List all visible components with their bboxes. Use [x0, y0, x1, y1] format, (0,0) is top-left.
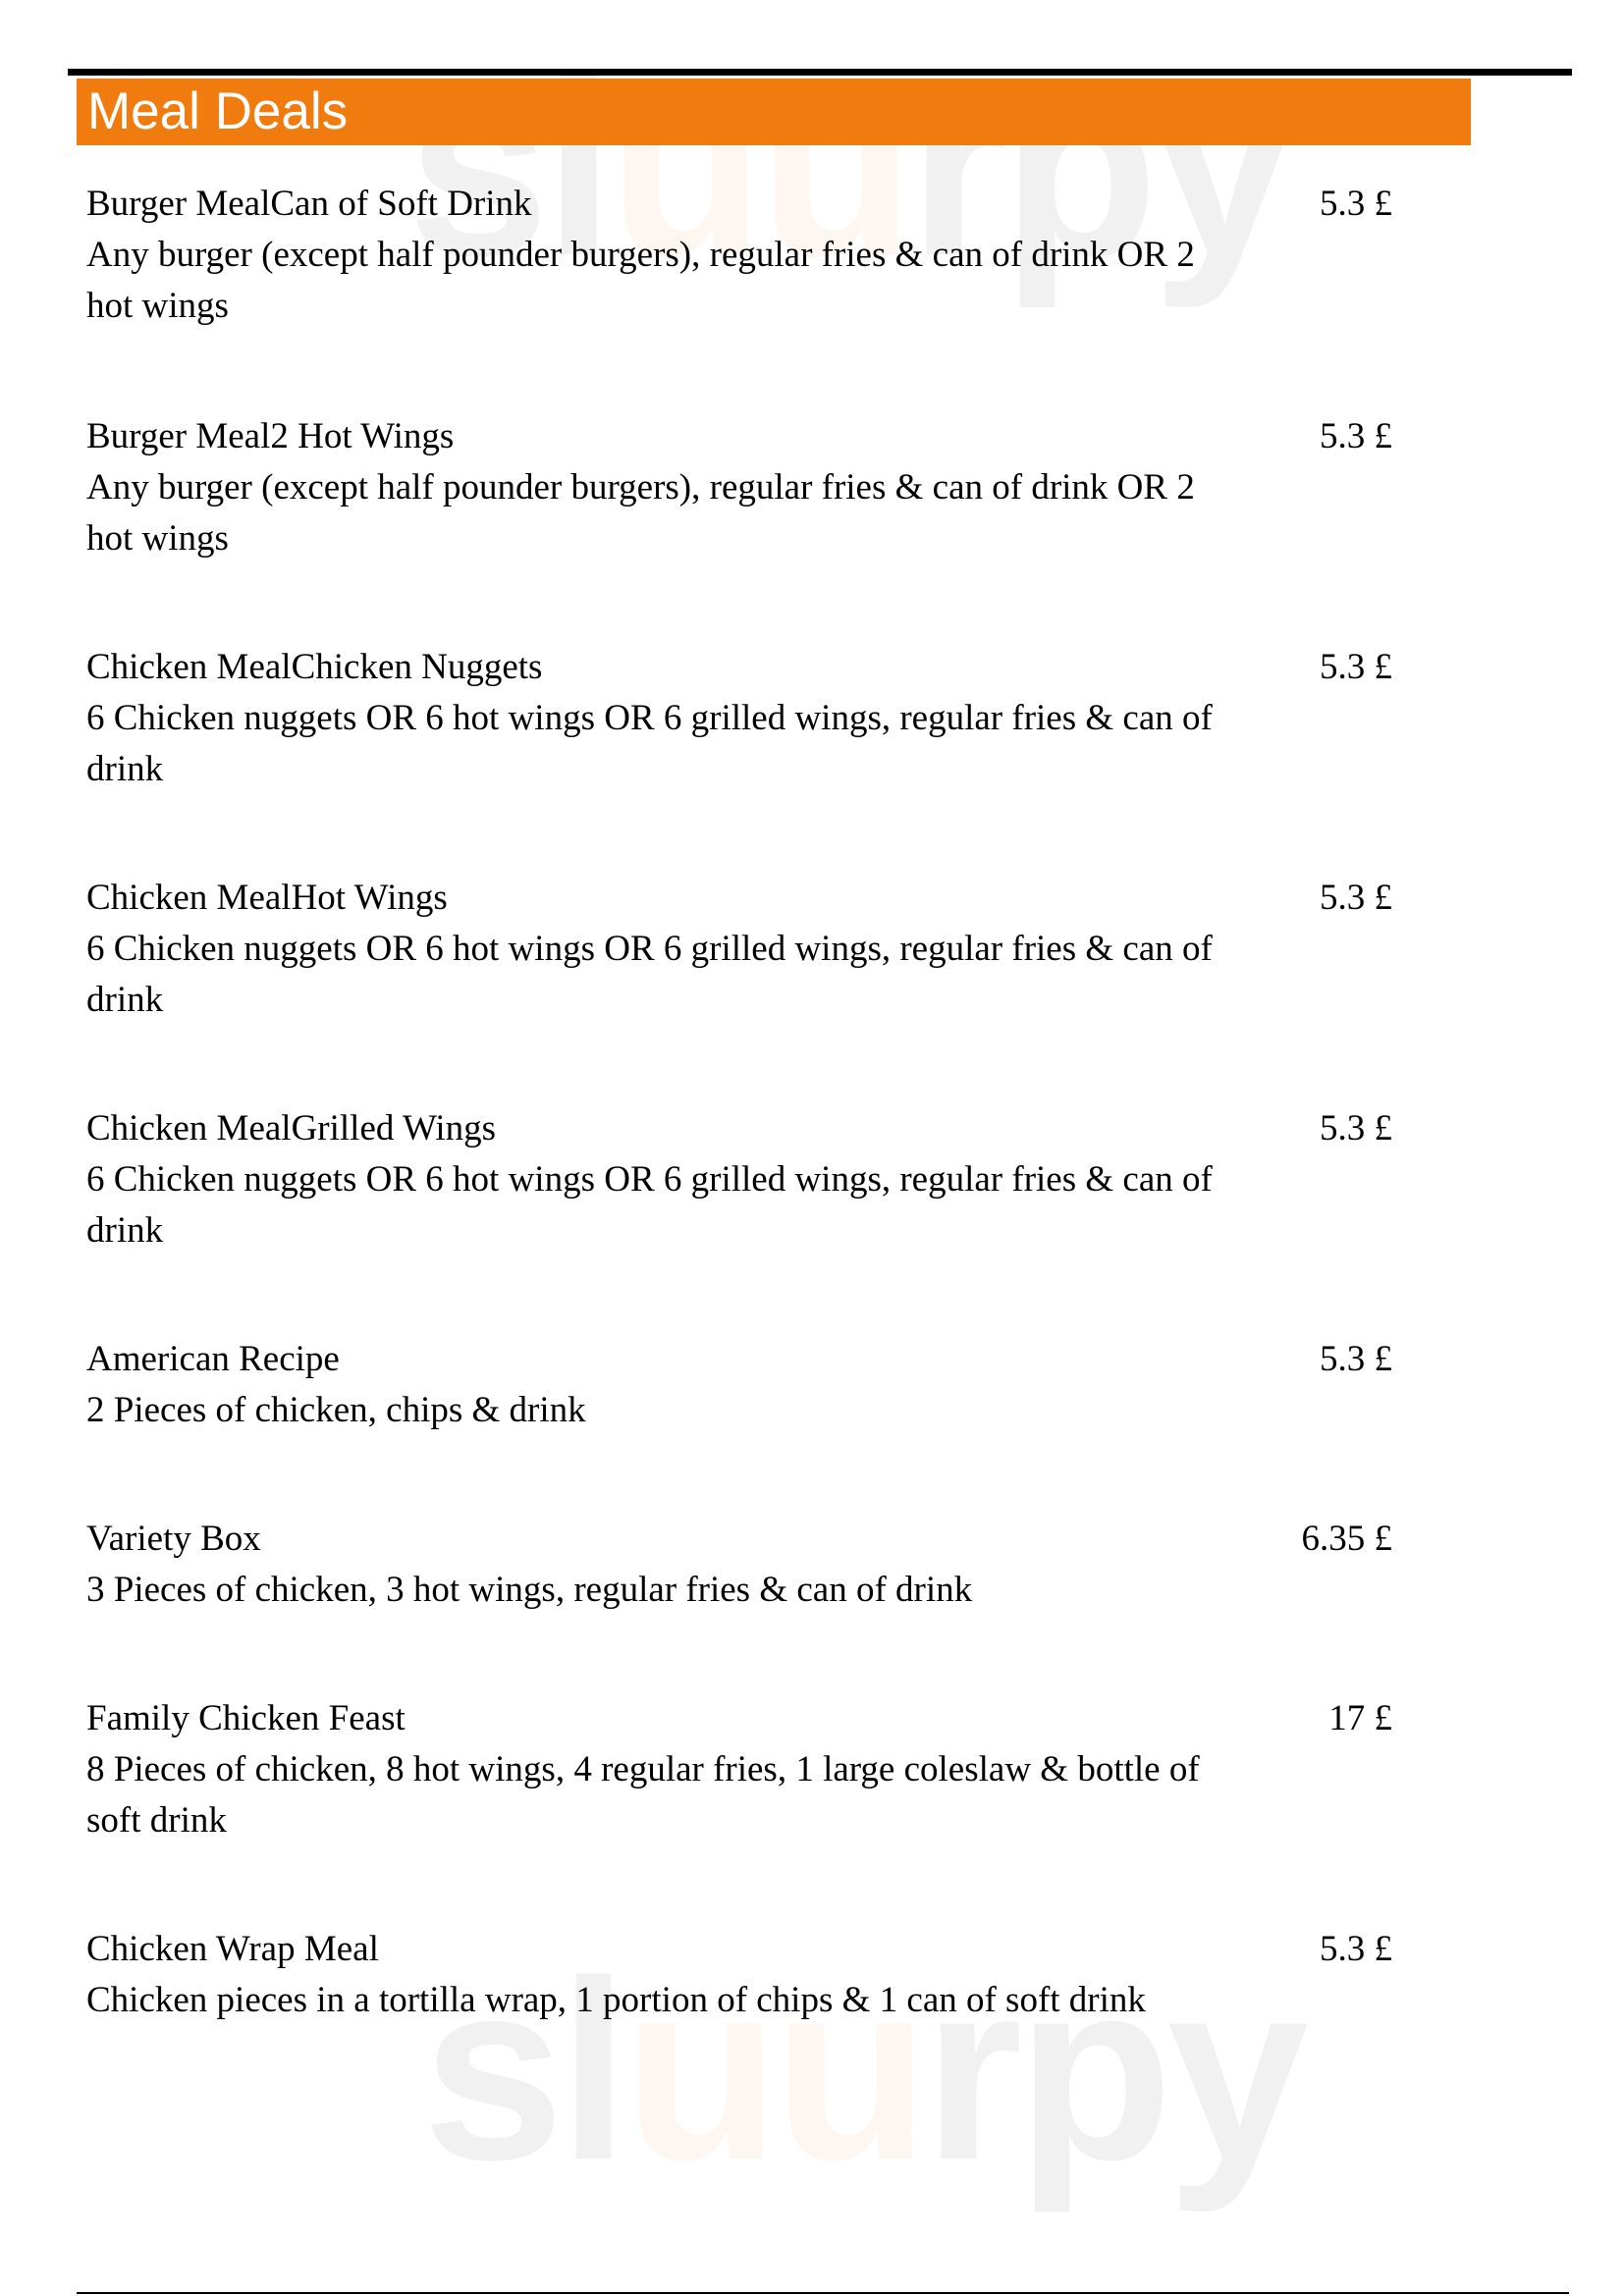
item-name: Burger Meal2 Hot Wings: [86, 416, 455, 456]
item-description: 3 Pieces of chicken, 3 hot wings, regular fries & can of drink: [86, 1570, 973, 1610]
menu-item: [86, 1924, 1392, 2026]
menu-item: [86, 642, 1392, 795]
item-description: 6 Chicken nuggets OR 6 hot wings OR 6 grilled wings, regular fries & can of drink: [86, 929, 1213, 1020]
item-description: 6 Chicken nuggets OR 6 hot wings OR 6 grilled wings, regular fries & can of drink: [86, 698, 1213, 789]
menu-item: [86, 411, 1392, 564]
item-name: Chicken MealHot Wings: [86, 878, 448, 918]
item-description: 6 Chicken nuggets OR 6 hot wings OR 6 grilled wings, regular fries & can of drink: [86, 1159, 1213, 1251]
item-name: Family Chicken Feast: [86, 1698, 406, 1738]
watermark-text-after: rpy: [908, 25, 1289, 309]
bottom-rule: [77, 2292, 1569, 2294]
section-title: Meal Deals: [87, 82, 349, 140]
item-price: 5.3 £: [1320, 416, 1392, 456]
watermark-text-accent: uu: [608, 25, 909, 309]
item-description: Chicken pieces in a tortilla wrap, 1 portion of chips & 1 can of soft drink: [86, 1980, 1146, 2020]
item-name: Chicken MealGrilled Wings: [86, 1108, 497, 1148]
menu-item: [86, 1103, 1392, 1256]
item-price: 17 £: [1328, 1698, 1392, 1738]
item-price: 5.3 £: [1320, 1108, 1392, 1148]
top-rule: [68, 69, 1572, 76]
item-name: Chicken MealChicken Nuggets: [86, 647, 543, 687]
item-description: 8 Pieces of chicken, 8 hot wings, 4 regular fries, 1 large coleslaw & bottle of soft drink: [86, 1749, 1200, 1841]
item-price: 5.3 £: [1320, 647, 1392, 687]
item-price: 5.3 £: [1320, 1929, 1392, 1969]
item-price: 5.3 £: [1320, 184, 1392, 224]
item-price: 6.35 £: [1301, 1519, 1392, 1559]
menu-item: [86, 1514, 1392, 1616]
watermark-text-accent: uu: [623, 1929, 924, 2214]
item-name: Chicken Wrap Meal: [86, 1929, 379, 1969]
menu-item: [86, 1334, 1392, 1436]
menu-item: [86, 179, 1392, 332]
menu-item: [86, 1693, 1392, 1846]
menu-item: [86, 873, 1392, 1026]
watermark-text-before: sl: [407, 25, 609, 309]
item-name: Burger MealCan of Soft Drink: [86, 184, 532, 224]
watermark-text-after: rpy: [923, 1929, 1304, 2214]
section-header: [77, 79, 1471, 145]
item-description: Any burger (except half pounder burgers), regular fries & can of drink OR 2 hot wings: [86, 235, 1195, 326]
item-price: 5.3 £: [1320, 1339, 1392, 1379]
item-name: Variety Box: [86, 1519, 261, 1559]
watermark-text-before: sl: [422, 1929, 623, 2214]
item-name: American Recipe: [86, 1339, 340, 1379]
item-description: 2 Pieces of chicken, chips & drink: [86, 1390, 586, 1430]
item-price: 5.3 £: [1320, 878, 1392, 918]
item-description: Any burger (except half pounder burgers), regular fries & can of drink OR 2 hot wings: [86, 467, 1195, 559]
